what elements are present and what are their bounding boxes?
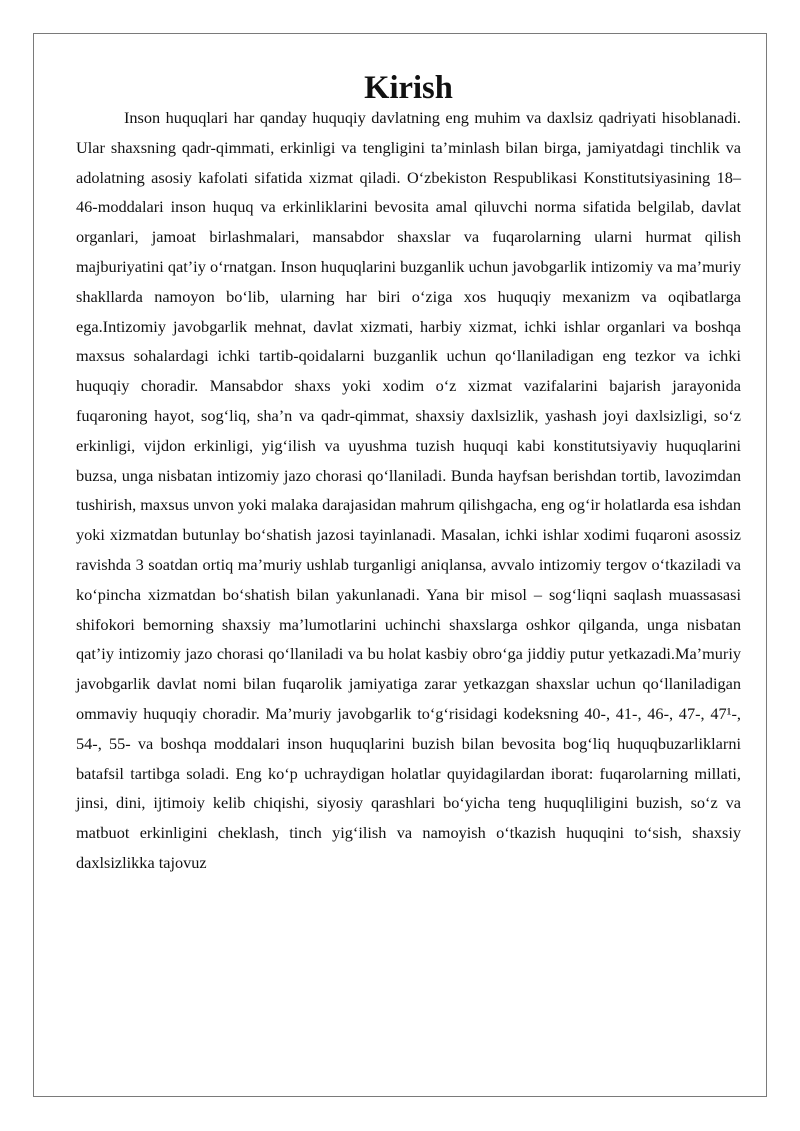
document-title: Kirish <box>364 70 453 106</box>
document-body-paragraph: Inson huquqlari har qanday huquqiy davlatning eng muhim va daxlsiz qadriyati hisoblanadi. Ular shaxsning qadr-qimmati, erkinligi va tengligini ta’minlash bilan birga, jamiyatdagi tinchlik va adolatning asosiy kafolati sifatida xizmat qiladi. O‘zbekiston Respublikasi Konstitutsiyasining 18–46-moddalari inson huquq va erkinliklarini bevosita amal qiluvchi norma sifatida belgilab, davlat organlari, jamoat birlashmalari, mansabdor shaxslar va fuqarolarning ularni hurmat qilish majburiyatini qat’iy o‘rnatgan. Inson huquqlarini buzganlik uchun javobgarlik intizomiy va ma’muriy shakllarda namoyon bo‘lib, ularning har biri o‘ziga xos huquqiy mexanizm va oqibatlarga ega.Intizomiy javobgarlik mehnat, davlat xizmati, harbiy xizmat, ichki ishlar organlari va boshqa maxsus sohalardagi ichki tartib-qoidalarni buzganlik uchun qo‘llaniladigan eng tezkor va ichki huquqiy choradir. Mansabdor shaxs yoki xodim o‘z xizmat vazifalarini bajarish jarayonida fuqaroning hayot, sog‘liq, sha’n va qadr-qimmat, shaxsiy daxlsizlik, yashash joyi daxlsizligi, so‘z erkinligi, vijdon erkinligi, yig‘ilish va uyushma tuzish huquqi kabi konstitutsiyaviy huquqlarini buzsa, unga nisbatan intizomiy jazo chorasi qo‘llaniladi. Bunda hayfsan berishdan tortib, lavozimdan tushirish, maxsus unvon yoki malaka darajasidan mahrum qilishgacha, eng og‘ir holatlarda esa ishdan yoki xizmatdan butunlay bo‘shatish jazosi tayinlanadi. Masalan, ichki ishlar xodimi fuqaroni asossiz ravishda 3 soatdan ortiq ma’muriy ushlab turganligi aniqlansa, avvalo intizomiy tergov o‘tkaziladi va ko‘pincha xizmatdan bo‘shatish bilan yakunlanadi. Yana bir misol – sog‘liqni saqlash muassasasi shifokori bemorning shaxsiy ma’lumotlarini uchinchi shaxslarga oshkor qilganda, unga nisbatan qat’iy intizomiy jazo chorasi qo‘llaniladi va bu holat kasbiy obro‘ga jiddiy putur yetkazadi.Ma’muriy javobgarlik davlat nomi bilan fuqarolik jamiyatiga zarar yetkazgan shaxslar uchun qo‘llaniladigan ommaviy huquqiy choradir. Ma’muriy javobgarlik to‘g‘risidagi kodeksning 40-, 41-, 46-, 47-, 47¹-, 54-, 55- va boshqa moddalari inson huquqlarini buzish bilan bevosita bog‘liq huquqbuzarliklarni batafsil tartibga soladi. Eng ko‘p uchraydigan holatlar quyidagilardan iborat: fuqarolarning millati, jinsi, dini, ijtimoiy kelib chiqishi, siyosiy qarashlari bo‘yicha teng huquqliligini buzish, so‘z va matbuot erkinligini cheklash, tinch yig‘ilish va namoyish o‘tkazish huquqini to‘sish, shaxsiy daxlsizlikka tajovuz <box>76 108 741 872</box>
document-content <box>76 70 741 878</box>
